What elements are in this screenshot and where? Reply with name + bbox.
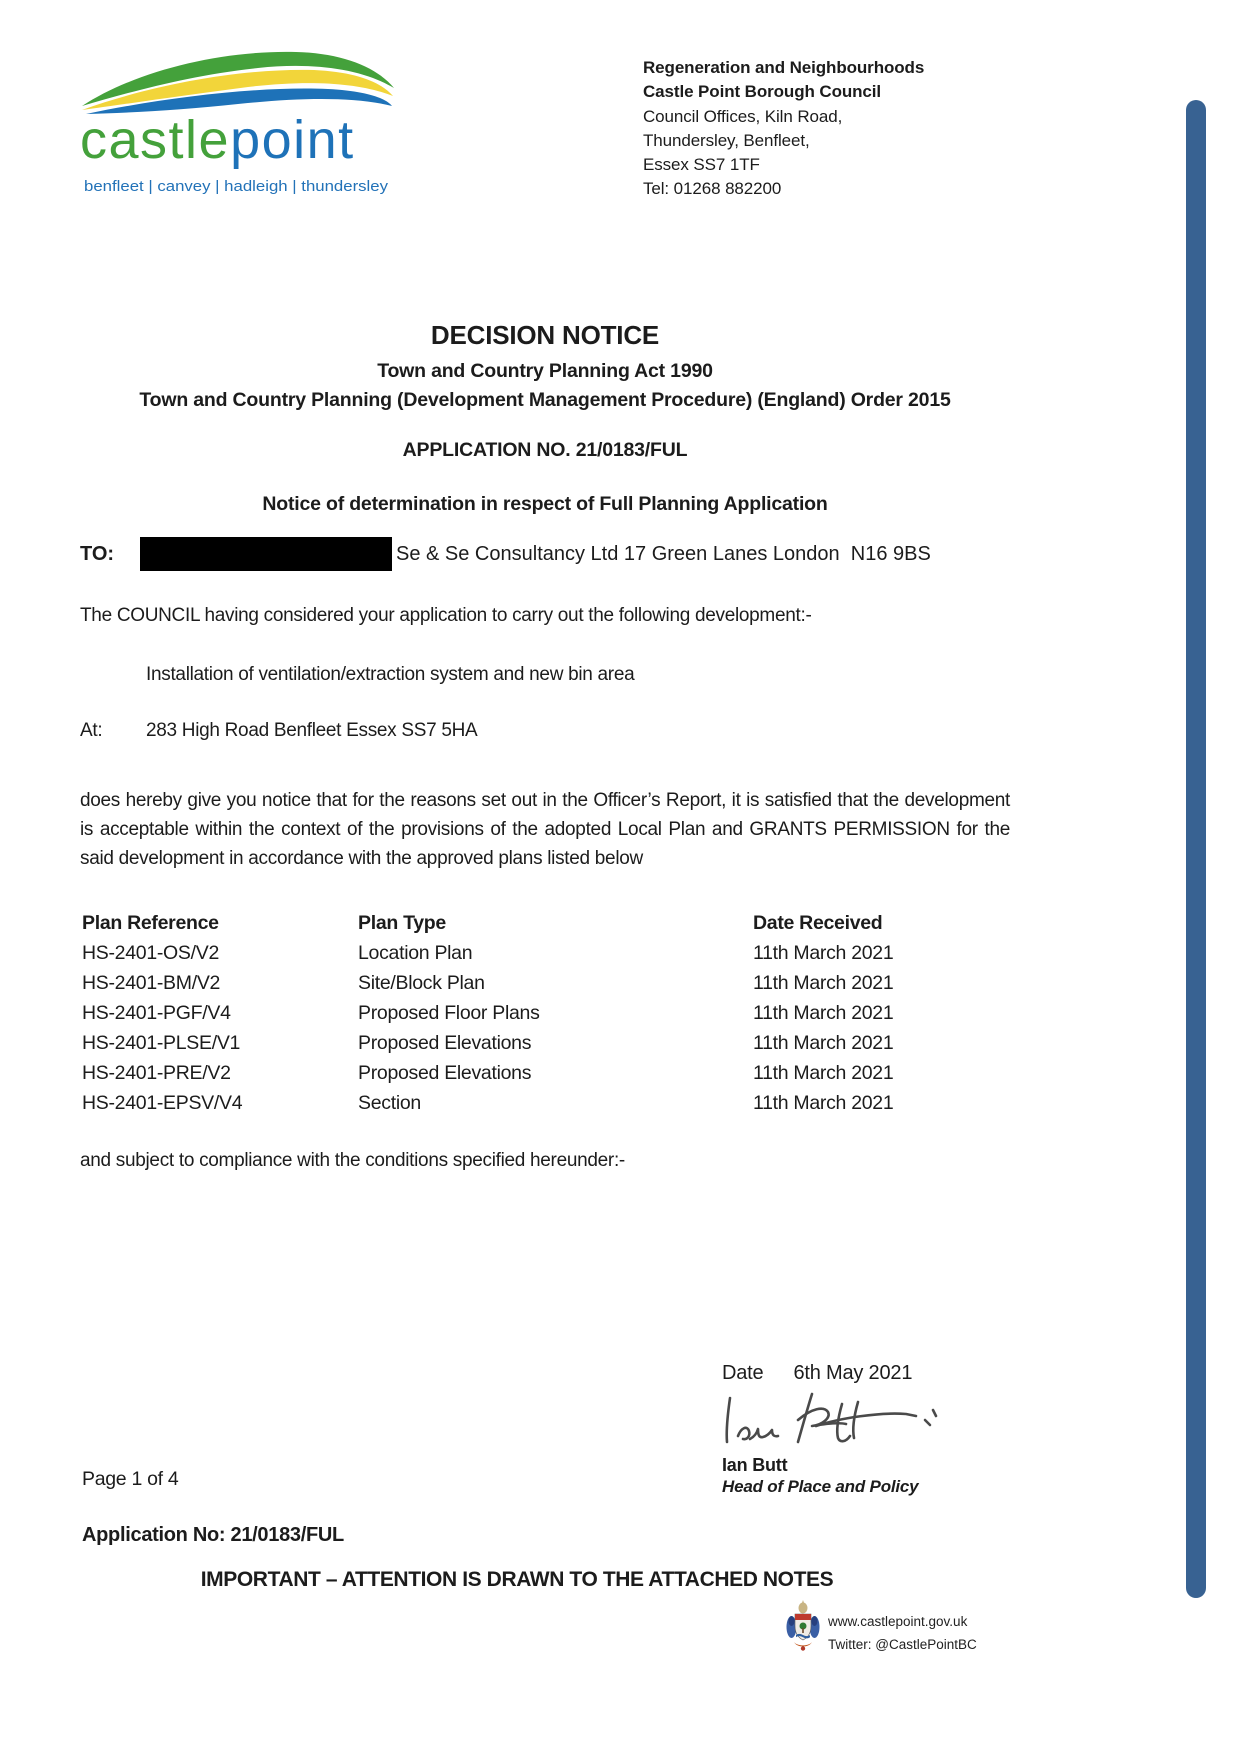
notice-title: DECISION NOTICE xyxy=(430,320,660,350)
column-header-plan-type: Plan Type xyxy=(358,912,446,934)
table-cell-plan-reference: HS-2401-PLSE/V1 xyxy=(82,1032,241,1054)
table-cell-plan-type: Proposed Elevations xyxy=(358,1062,532,1084)
logo-swoosh-icon xyxy=(82,52,394,114)
council-crest-icon xyxy=(786,1600,820,1652)
footer-links xyxy=(828,1610,977,1656)
date-line xyxy=(722,1362,912,1385)
sender-council: Castle Point Borough Council xyxy=(643,82,882,102)
notice-act: Town and Country Planning Act 1990 xyxy=(377,360,713,382)
sender-address-line: Thundersley, Benfleet, xyxy=(643,130,810,150)
logo-word-point: point xyxy=(230,110,355,170)
recipient-line xyxy=(80,535,931,573)
twitter-handle: Twitter: @CastlePointBC xyxy=(828,1637,977,1652)
redaction-box xyxy=(140,537,392,571)
signature xyxy=(720,1390,945,1448)
decision-paragraph: does hereby give you notice that for the reasons set out in the Officer’s Report, it is satisfied that the development is acceptable within the context of the provisions of the adopted Local Plan and GRANTS PERMISSION for the said development in accordance with the approved plans listed below xyxy=(80,790,1010,869)
column-header-date-received: Date Received xyxy=(753,912,883,934)
sender-address-block xyxy=(643,56,924,202)
at-label: At: xyxy=(80,720,103,741)
table-cell-plan-reference: HS-2401-PGF/V4 xyxy=(82,1002,231,1024)
sender-address-line: Council Offices, Kiln Road, xyxy=(643,106,843,126)
page-accent-bar xyxy=(1186,100,1206,1598)
table-cell-plan-reference: HS-2401-PRE/V2 xyxy=(82,1062,231,1084)
table-cell-plan-reference: HS-2401-EPSV/V4 xyxy=(82,1092,243,1114)
site-address: 283 High Road Benfleet Essex SS7 5HA xyxy=(146,720,478,741)
important-notice: IMPORTANT – ATTENTION IS DRAWN TO THE ATTACHED NOTES xyxy=(200,1568,834,1591)
notice-order: Town and Country Planning (Development Management Procedure) (England) Order 2015 xyxy=(139,389,951,411)
conditions-note: and subject to compliance with the conditions specified hereunder:- xyxy=(80,1150,625,1171)
logo-wordmark xyxy=(80,110,355,170)
intro-paragraph: The COUNCIL having considered your application to carry out the following development:- xyxy=(80,605,812,626)
table-cell-date-received: 11th March 2021 xyxy=(753,1062,894,1084)
table-cell-date-received: 11th March 2021 xyxy=(753,1002,894,1024)
table-cell-plan-type: Section xyxy=(358,1092,421,1114)
table-cell-plan-type: Site/Block Plan xyxy=(358,972,485,994)
site-address-line xyxy=(80,720,477,742)
signatory-name: Ian Butt xyxy=(722,1455,788,1475)
table-cell-date-received: 11th March 2021 xyxy=(753,972,894,994)
sender-address-line: Essex SS7 1TF xyxy=(643,155,760,175)
logo-word-castle: castle xyxy=(80,110,231,170)
column-header-plan-reference: Plan Reference xyxy=(82,912,219,934)
application-number-heading: APPLICATION NO. 21/0183/FUL xyxy=(402,439,688,461)
date-label: Date xyxy=(722,1362,764,1384)
table-cell-plan-reference: HS-2401-OS/V2 xyxy=(82,942,219,964)
table-cell-date-received: 11th March 2021 xyxy=(753,1092,894,1114)
table-cell-plan-reference: HS-2401-BM/V2 xyxy=(82,972,221,994)
recipient-name-address: Se & Se Consultancy Ltd 17 Green Lanes London N16 9BS xyxy=(396,542,931,565)
table-cell-date-received: 11th March 2021 xyxy=(753,942,894,964)
footer-application-number: Application No: 21/0183/FUL xyxy=(82,1524,344,1546)
sender-department: Regeneration and Neighbourhoods xyxy=(643,58,925,77)
development-description: Installation of ventilation/extraction system and new bin area xyxy=(146,664,635,685)
to-label: TO: xyxy=(80,542,115,565)
logo-tagline: benfleet | canvey | hadleigh | thundersley xyxy=(84,179,389,195)
date-value: 6th May 2021 xyxy=(793,1362,913,1384)
determination-heading: Notice of determination in respect of Full Planning Application xyxy=(262,493,828,515)
page-number: Page 1 of 4 xyxy=(82,1468,179,1490)
table-cell-date-received: 11th March 2021 xyxy=(753,1032,894,1054)
table-cell-plan-type: Proposed Elevations xyxy=(358,1032,532,1054)
castlepoint-logo xyxy=(78,44,396,196)
approved-plans-table xyxy=(82,908,893,1118)
table-cell-plan-type: Proposed Floor Plans xyxy=(358,1002,540,1024)
signatory-title: Head of Place and Policy xyxy=(722,1477,919,1496)
sender-telephone: Tel: 01268 882200 xyxy=(643,179,782,199)
website-url: www.castlepoint.gov.uk xyxy=(828,1614,968,1629)
table-cell-plan-type: Location Plan xyxy=(358,942,473,964)
